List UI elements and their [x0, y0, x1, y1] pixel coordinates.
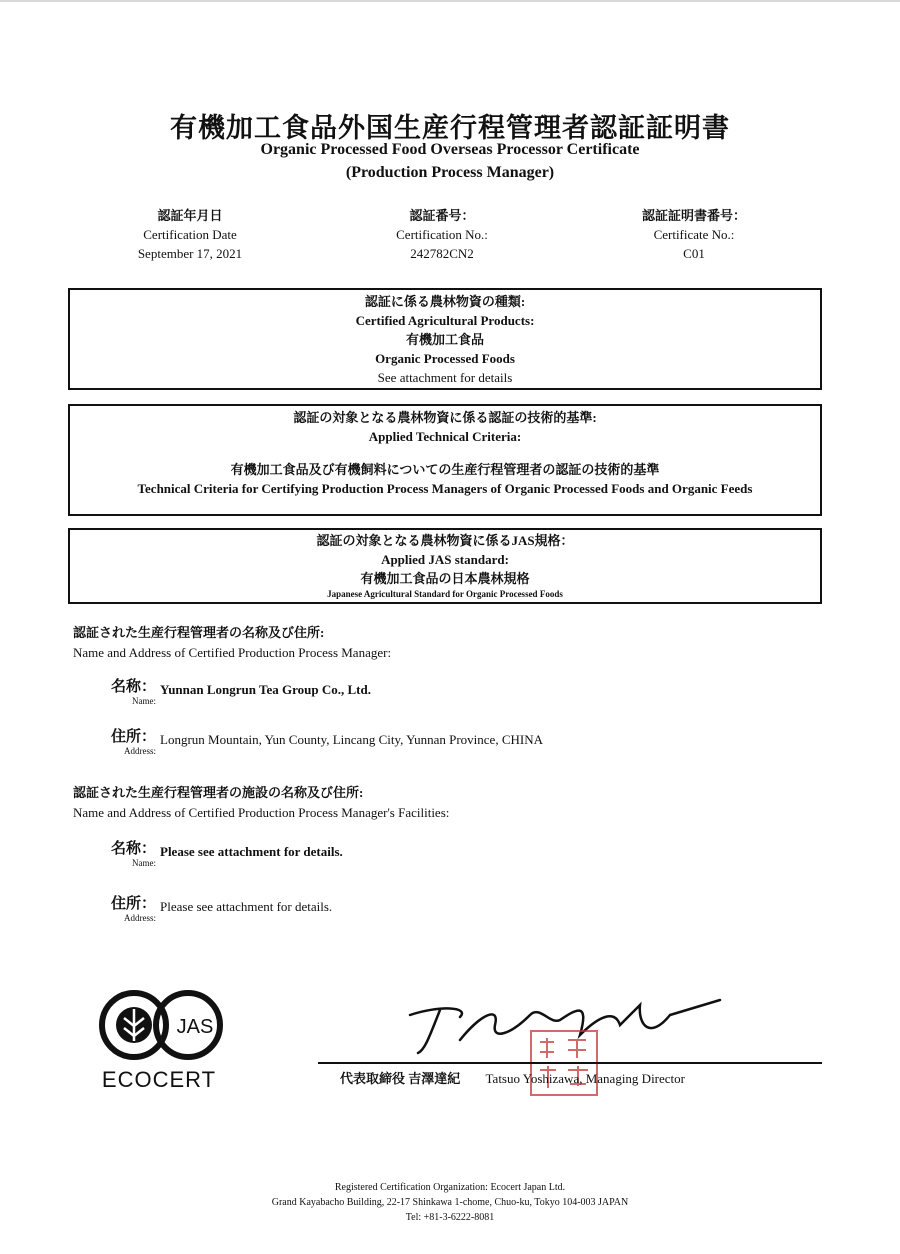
manager-name-label-en: Name:: [132, 696, 156, 706]
certification-date: [80, 206, 300, 263]
manager-heading-jp: 認証された生産行程管理者の名称及び住所:: [73, 625, 325, 640]
products-label-jp: 認証に係る農林物資の種類:: [364, 294, 526, 309]
facilities-address-value: Please see attachment for details.: [160, 899, 333, 914]
certified-products-box: [68, 288, 822, 390]
products-note: See attachment for details: [377, 370, 513, 385]
certification-date-value: September 17, 2021: [137, 246, 243, 261]
certification-number-value: 242782CN2: [410, 246, 474, 261]
facilities-heading-en: Name and Address of Certified Production Process Manager's Facilities:: [73, 805, 450, 820]
logo-brand-text: ECOCERT: [101, 1067, 217, 1090]
top-border: [0, 0, 900, 2]
jas-standard-box: [68, 528, 822, 604]
criteria-value-jp: 有機加工食品及び有機飼料についての生産行程管理者の認証の技術的基準: [230, 462, 660, 477]
facilities-address-field: [100, 895, 800, 929]
certificate-number-label-en: Certificate No.:: [653, 227, 735, 242]
jas-label-jp: 認証の対象となる農林物資に係るJAS規格：: [316, 533, 574, 548]
certificate-title-en: Organic Processed Food Overseas Processor Certificate: [260, 141, 640, 158]
footer-organization: Registered Certification Organization: Ecocert Japan Ltd.: [334, 1182, 566, 1193]
facilities-heading-jp: 認証された生産行程管理者の施設の名称及び住所:: [73, 785, 364, 800]
manager-name-label-jp: 名称：: [110, 679, 156, 695]
products-value-en: Organic Processed Foods: [375, 351, 515, 366]
criteria-label-en: Applied Technical Criteria:: [368, 429, 522, 444]
criteria-label-jp: 認証の対象となる農林物資に係る認証の技術的基準:: [293, 410, 597, 425]
technical-criteria-box: [68, 404, 822, 516]
manager-name-value: Yunnan Longrun Tea Group Co., Ltd.: [160, 682, 371, 697]
jas-label-en: Applied JAS standard:: [381, 552, 509, 567]
manager-name-field: [100, 678, 800, 712]
certification-date-label-en: Certification Date: [143, 227, 237, 242]
jas-value-jp: 有機加工食品の日本農林規格: [360, 571, 530, 586]
certification-number-label-jp: 認証番号：: [409, 208, 475, 223]
signature-line: [318, 1062, 822, 1064]
manager-address-value: Longrun Mountain, Yun County, Lincang City, Yunnan Province, CHINA: [160, 732, 543, 747]
facilities-address-label-en: Address:: [124, 913, 156, 923]
footer-phone: Tel: +81-3-6222-8081: [405, 1212, 495, 1223]
facilities-name-label-en: Name:: [132, 858, 156, 868]
manager-address-label-en: Address:: [124, 746, 156, 756]
criteria-value-en: Technical Criteria for Certifying Production Process Managers of Organic Processed Foods and Organic Feeds: [137, 481, 753, 496]
certification-number: [332, 206, 552, 263]
signer: [340, 1068, 685, 1087]
facilities-name-label-jp: 名称：: [110, 841, 156, 857]
certification-number-label-en: Certification No.:: [396, 227, 488, 242]
certificate-title-jp: 有機加工食品外国生産行程管理者認証証明書: [170, 113, 730, 143]
signer-en: Tatsuo Yoshizawa, Managing Director: [485, 1071, 685, 1086]
certificate-subtitle: (Production Process Manager): [345, 164, 555, 181]
facilities-name-value: Please see attachment for details.: [160, 844, 343, 859]
certification-date-label-jp: 認証年月日: [157, 208, 223, 223]
manager-heading-en: Name and Address of Certified Production Process Manager:: [73, 645, 392, 660]
facilities-name-field: [100, 840, 800, 874]
certificate-number-value: C01: [683, 246, 705, 261]
certificate-number: [584, 206, 804, 263]
jas-value-en: Japanese Agricultural Standard for Organic Processed Foods: [327, 589, 563, 599]
manager-heading: [73, 622, 391, 661]
certificate-number-label-jp: 認証証明書番号：: [641, 208, 746, 223]
footer: [0, 1180, 900, 1225]
footer-address: Grand Kayabacho Building, 22-17 Shinkawa 1-chome, Chuo-ku, Tokyo 104-003 JAPAN: [271, 1197, 629, 1208]
signer-jp: 代表取締役 吉澤達紀: [340, 1071, 461, 1086]
products-value-jp: 有機加工食品: [405, 332, 484, 347]
products-label-en: Certified Agricultural Products:: [355, 313, 535, 328]
facilities-address-label-jp: 住所：: [110, 896, 156, 912]
logo-jas-text: JAS: [176, 1016, 214, 1038]
facilities-heading: [73, 782, 449, 821]
manager-address-field: [100, 728, 800, 762]
ecocert-jas-logo: [78, 990, 240, 1090]
manager-address-label-jp: 住所：: [110, 729, 156, 745]
